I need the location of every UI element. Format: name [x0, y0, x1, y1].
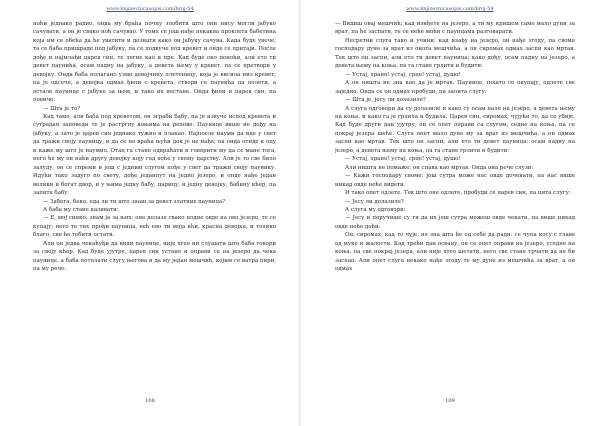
left-page-text [33, 20, 276, 398]
paragraph: Кад тамо, али баба под креветом, он зграби бабу, па је извуче испод кревета и сутрадан заповеди те је растргну коњима на репове. Паунице више не дођу на јабуку, а зато је царев син једнако тужио и плакао. Најпосле науми да иде у свет да тражи своју пауницу, и да се не враћа њући док је не нађе; па онда отиде к оцу и каже му што је наумио. Отац га стане одвраћати и говорити му да се мане тога, него ће му он наћи другу девојку коју год хоће у свему царству. Али је то све било залуду, он се спреми и још с једним слугом пође у свет да тражи своју паунику. Идући тако задуго по свету, дође једанпут на једно језеро, и онде нађе један велики и богат двор, и у њима једну бабу, царицу, и једну девојку, бабину кћер, па запита бабу: [33, 113, 276, 197]
paragraph: — Јесу и поручише су ти да их још сутра можеш овде чекати, па више никад овде неће доћи. [335, 215, 575, 230]
paragraph: — Устај, храно! устај, срце! устај, душо! [345, 71, 461, 78]
paragraph: А он ништа не зна као да је мртав. Паунице, пошто се окупају, одлете све заједно. Онда се он одмах пробуди, па запита слугу: [335, 80, 575, 95]
paragraph: ноћи једнако радио, онда му браћа почну злобити што они нису могли јабуке сачувати, а он је свако ноћ сачувао. У томе се још нађе некаква проклета бабетина која им се обећа да ће уватити и дознати како он јабуку сачува. Када буде увече, та се баба пришраде под јабуку, па се подвуче под кревет и онде се притаји. После дође и најмлађи царев син, те легне као и пре. Кад буде око поноћи, али ето ти девет паунића, осам падну на јабуку, а девета њему у кревет, па се претвори у девојку. Онда баба полагано узме девојчину плетеницу, која је висила низ кревет, па је одсече, а девојка одмах ђипи с кревета, створи се паунића па полети, а остале паунице с јабуке за њом, и тако их нестане. Онда ђипи и царев син, па повиче: [33, 21, 276, 104]
paragraph: А слуга одговори да су долазиле и како су осам пале на језеро, а девета њему на коња, и како га је грлила и будила. Царев син, сиромах, чујући то, да се убије. Кад буде други дан ујутру, он се опет оправи са слугом, седне на коња, па се покрај језера шеће. Слуга опет мало дуне му за врат из мешчића, а он одмах заспи као мртав. Тек што он заспи, али ето ти девет пауница: осам падну на језеро, а девета њему на коња, па га стане грлити и будити: [335, 105, 575, 154]
right-page-text [335, 20, 575, 398]
paragraph: — Е, мој синко, знам ја за њих: оне долазе свако подне овде на ово језеро, те се купају; него те тих прођи пауница, већ ево ти моја кћи, красна девојка, и толико благо, све ће тебити остати. [33, 215, 276, 239]
right-page [300, 0, 600, 426]
paragraph: — Видиш овај мешчић; кад изиђете на језеро, а ти му кришом само мало дуни за врат, па ће заспати, те се неће моћи с паунцама разговарати. [335, 21, 575, 36]
paragraph: — Шта је то? [43, 105, 81, 112]
paragraph: И тако опет одлете. Тек што оне одлете, пробуди се царев син, па пита слугу: [345, 190, 571, 197]
page-number: 108 [145, 398, 155, 404]
paragraph: — Устај, храно! устај, срце! устај, душо! [345, 156, 461, 163]
paragraph: А слуга му одговори: [345, 206, 406, 213]
page-header-link[interactable]: www.knjizevnicasopis.com/broj-54 [406, 6, 494, 12]
paragraph: — Забога, бако, еда ли ти што знаш за девет златних пауница? [43, 198, 226, 205]
paragraph: Али ништа не помаже: он спава као мртав. Онда она рече слузи: [345, 164, 534, 171]
page-header-link[interactable]: www.knjizevnicasopis.com/broj-54 [106, 6, 194, 12]
paragraph: Али он једва чекаћуђи да види паунице, није хтео ни слушати што баба говори за своју кћер. Кад буде ујутру, царев син устане и оправи се на језеро да чека паунице, а баба потплати слугу његова и да му један мешчић, којим се ватра пири, па му рече: [33, 240, 276, 273]
paragraph: Он, сиромах, кад то чује, не зна шта ће од себе да ради: се чупа косу с главе од муке и жалости. Кад трећи дан освану, он се опет оправи на језеро, уседне на коња, па све покрај језера, али није хтео шетати, него све стане трчати да не би заспао. Али опет слуга некако нађе згоду те му дуне из мешчића за врат, а он одмах [335, 232, 575, 273]
page-number: 109 [445, 398, 455, 404]
paragraph: Несретни слуга тако и учини: кад изађу на језеро, он нађе згоду, па своме господару дуне за врат из онога мешчића, а он сиромах одмах заспи као мртав. Тек што он заспи, али ето ти девет пауница; како дођу, осам падну на језеро, а девета њему на коња, па га стане грлити и будити: [335, 37, 575, 70]
paragraph: — Кажи господару своме: још сутра може нас овде дочекати, па нас више никад овде неће видети. [335, 173, 575, 188]
paragraph: — Шта је, јесу ли долазиле? [345, 97, 426, 104]
paragraph: — Јесу ли долазиле? [345, 198, 404, 205]
paragraph: А баба му стане казивати: [43, 206, 119, 213]
